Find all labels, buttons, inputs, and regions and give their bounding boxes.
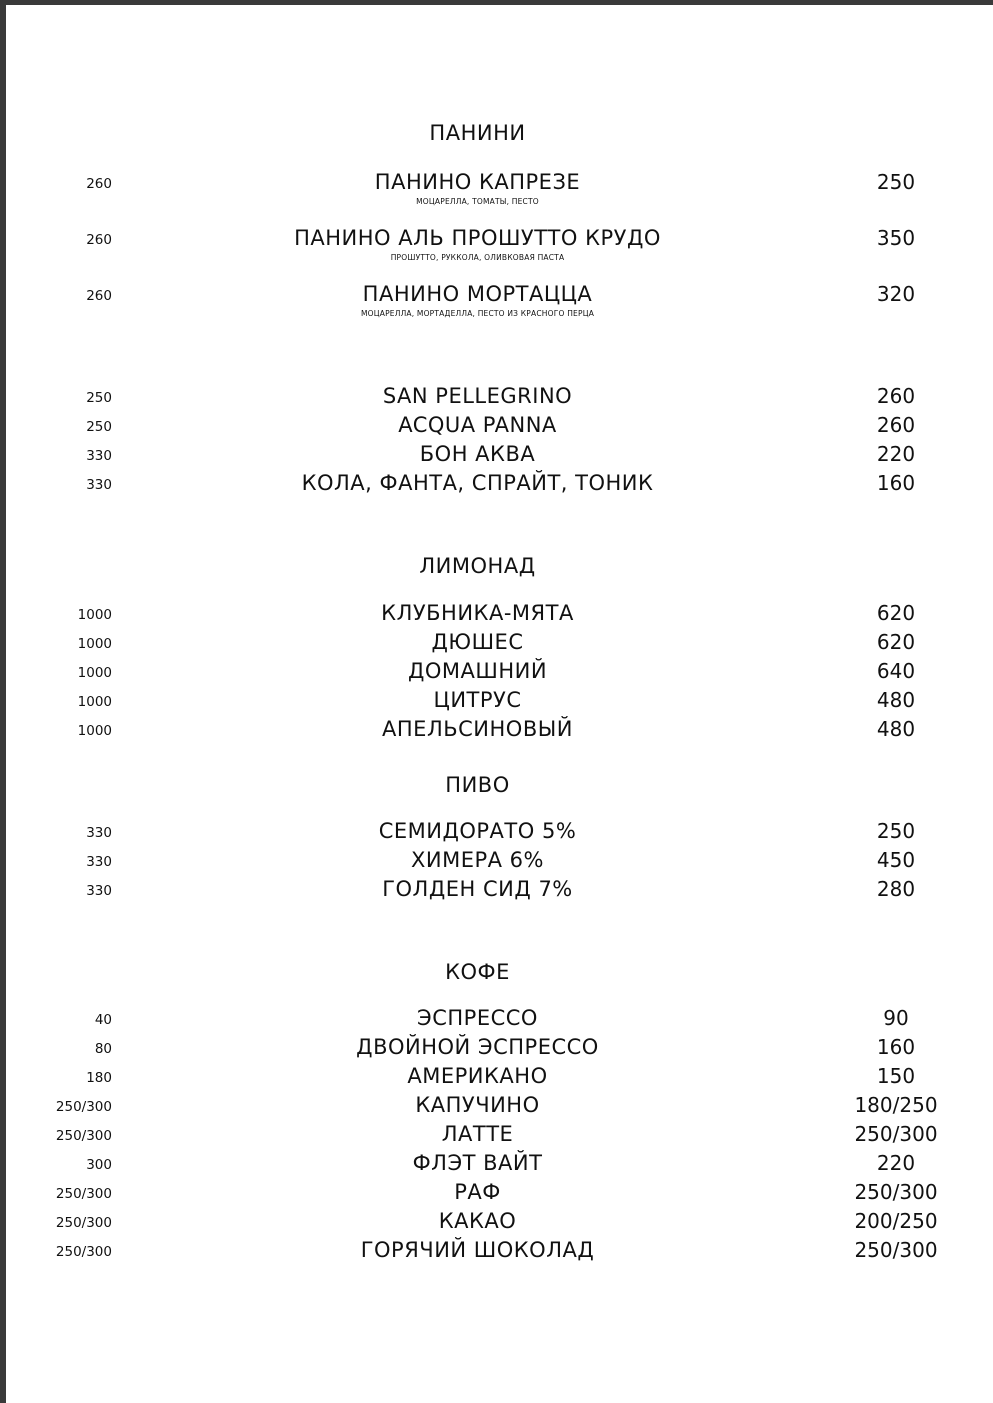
- item-price: 250: [876, 170, 916, 194]
- item-weight: 250/300: [55, 1215, 112, 1231]
- item-name: КАКАО: [438, 1209, 517, 1233]
- item-price: 320: [876, 282, 916, 306]
- menu-item: [0, 170, 993, 206]
- item-name: ПАНИНО МОРТАЦЦА: [362, 282, 593, 306]
- item-price: 250/300: [854, 1238, 938, 1262]
- item-weight: 330: [86, 825, 112, 841]
- item-weight: 260: [86, 288, 112, 304]
- item-name: ЛАТТЕ: [441, 1122, 514, 1146]
- item-price: 620: [876, 601, 916, 625]
- section-title-panini: ПАНИНИ: [429, 121, 526, 145]
- item-weight: 250/300: [55, 1099, 112, 1115]
- item-name: КАПУЧИНО: [415, 1093, 540, 1117]
- item-weight: 40: [94, 1012, 112, 1028]
- item-weight: 250/300: [55, 1186, 112, 1202]
- item-price: 200/250: [854, 1209, 938, 1233]
- item-name: БОН АКВА: [419, 442, 536, 466]
- menu-item: [0, 877, 993, 906]
- menu-item: [0, 413, 993, 442]
- item-weight: 1000: [77, 636, 112, 652]
- menu-item: [0, 688, 993, 717]
- item-price: 450: [876, 848, 916, 872]
- item-name: АПЕЛЬСИНОВЫЙ: [382, 717, 573, 741]
- item-name: ДЮШЕС: [431, 630, 524, 654]
- item-name: ЭСПРЕССО: [417, 1006, 538, 1030]
- item-description: МОЦАРЕЛЛА, ТОМАТЫ, ПЕСТО: [416, 197, 539, 206]
- menu-item: [0, 1064, 993, 1093]
- item-name: ГОЛДЕН СИД 7%: [382, 877, 573, 901]
- section-title-beer: ПИВО: [445, 773, 510, 797]
- item-weight: 260: [86, 176, 112, 192]
- menu-item: [0, 1180, 993, 1209]
- item-weight: 330: [86, 854, 112, 870]
- section-title-lemonade: ЛИМОНАД: [419, 554, 536, 578]
- menu-item: [0, 226, 993, 262]
- menu-item: [0, 1093, 993, 1122]
- item-price: 280: [876, 877, 916, 901]
- item-name: ПАНИНО АЛЬ ПРОШУТТО КРУДО: [294, 226, 661, 250]
- item-description: МОЦАРЕЛЛА, МОРТАДЕЛЛА, ПЕСТО ИЗ КРАСНОГО ПЕРЦА: [360, 309, 595, 318]
- item-name: КЛУБНИКА-МЯТА: [381, 601, 574, 625]
- item-name: РАФ: [454, 1180, 501, 1204]
- item-name: ПАНИНО КАПРЕЗЕ: [374, 170, 581, 194]
- menu-item: [0, 630, 993, 659]
- item-price: 350: [876, 226, 916, 250]
- item-weight: 250/300: [55, 1128, 112, 1144]
- item-description: ПРОШУТТО, РУККОЛА, ОЛИВКОВАЯ ПАСТА: [390, 253, 565, 262]
- item-weight: 330: [86, 448, 112, 464]
- item-name: СЕМИДОРАТО 5%: [378, 819, 577, 843]
- item-price: 480: [876, 717, 916, 741]
- item-weight: 250: [86, 419, 112, 435]
- item-weight: 250: [86, 390, 112, 406]
- item-price: 160: [876, 471, 916, 495]
- menu-item: [0, 601, 993, 630]
- item-weight: 330: [86, 477, 112, 493]
- item-name: ЦИТРУС: [433, 688, 522, 712]
- section-title-coffee: КОФЕ: [445, 960, 510, 984]
- item-name: ФЛЭТ ВАЙТ: [412, 1151, 543, 1175]
- item-price: 620: [876, 630, 916, 654]
- item-name: КОЛА, ФАНТА, СПРАЙТ, ТОНИК: [301, 471, 654, 495]
- item-weight: 300: [86, 1157, 112, 1173]
- menu-item: [0, 442, 993, 471]
- menu-item: [0, 1006, 993, 1035]
- item-price: 150: [876, 1064, 916, 1088]
- item-weight: 180: [86, 1070, 112, 1086]
- item-weight: 250/300: [55, 1244, 112, 1260]
- item-weight: 1000: [77, 607, 112, 623]
- item-price: 260: [876, 384, 916, 408]
- item-name: ХИМЕРА 6%: [410, 848, 544, 872]
- menu-item: [0, 1209, 993, 1238]
- menu-item: [0, 1151, 993, 1180]
- menu-item: [0, 1238, 993, 1267]
- item-price: 90: [883, 1006, 909, 1030]
- menu-item: [0, 717, 993, 746]
- menu-item: [0, 282, 993, 318]
- menu-item: [0, 471, 993, 500]
- item-weight: 1000: [77, 723, 112, 739]
- item-price: 220: [876, 1151, 916, 1175]
- menu-item: [0, 384, 993, 413]
- item-weight: 80: [94, 1041, 112, 1057]
- menu-item: [0, 1035, 993, 1064]
- item-weight: 1000: [77, 694, 112, 710]
- item-price: 640: [876, 659, 916, 683]
- item-name: ДВОЙНОЙ ЭСПРЕССО: [356, 1035, 599, 1059]
- item-weight: 1000: [77, 665, 112, 681]
- item-name: АМЕРИКАНО: [407, 1064, 548, 1088]
- menu-item: [0, 848, 993, 877]
- item-price: 250: [876, 819, 916, 843]
- item-price: 260: [876, 413, 916, 437]
- item-price: 160: [876, 1035, 916, 1059]
- item-name: SAN PELLEGRINO: [382, 384, 573, 408]
- item-weight: 260: [86, 232, 112, 248]
- item-price: 250/300: [854, 1180, 938, 1204]
- item-price: 480: [876, 688, 916, 712]
- item-price: 180/250: [854, 1093, 938, 1117]
- item-name: ACQUA PANNA: [398, 413, 557, 437]
- menu-item: [0, 659, 993, 688]
- menu-item: [0, 1122, 993, 1151]
- item-price: 250/300: [854, 1122, 938, 1146]
- menu-item: [0, 819, 993, 848]
- item-name: ДОМАШНИЙ: [407, 659, 548, 683]
- item-name: ГОРЯЧИЙ ШОКОЛАД: [360, 1238, 595, 1262]
- item-price: 220: [876, 442, 916, 466]
- item-weight: 330: [86, 883, 112, 899]
